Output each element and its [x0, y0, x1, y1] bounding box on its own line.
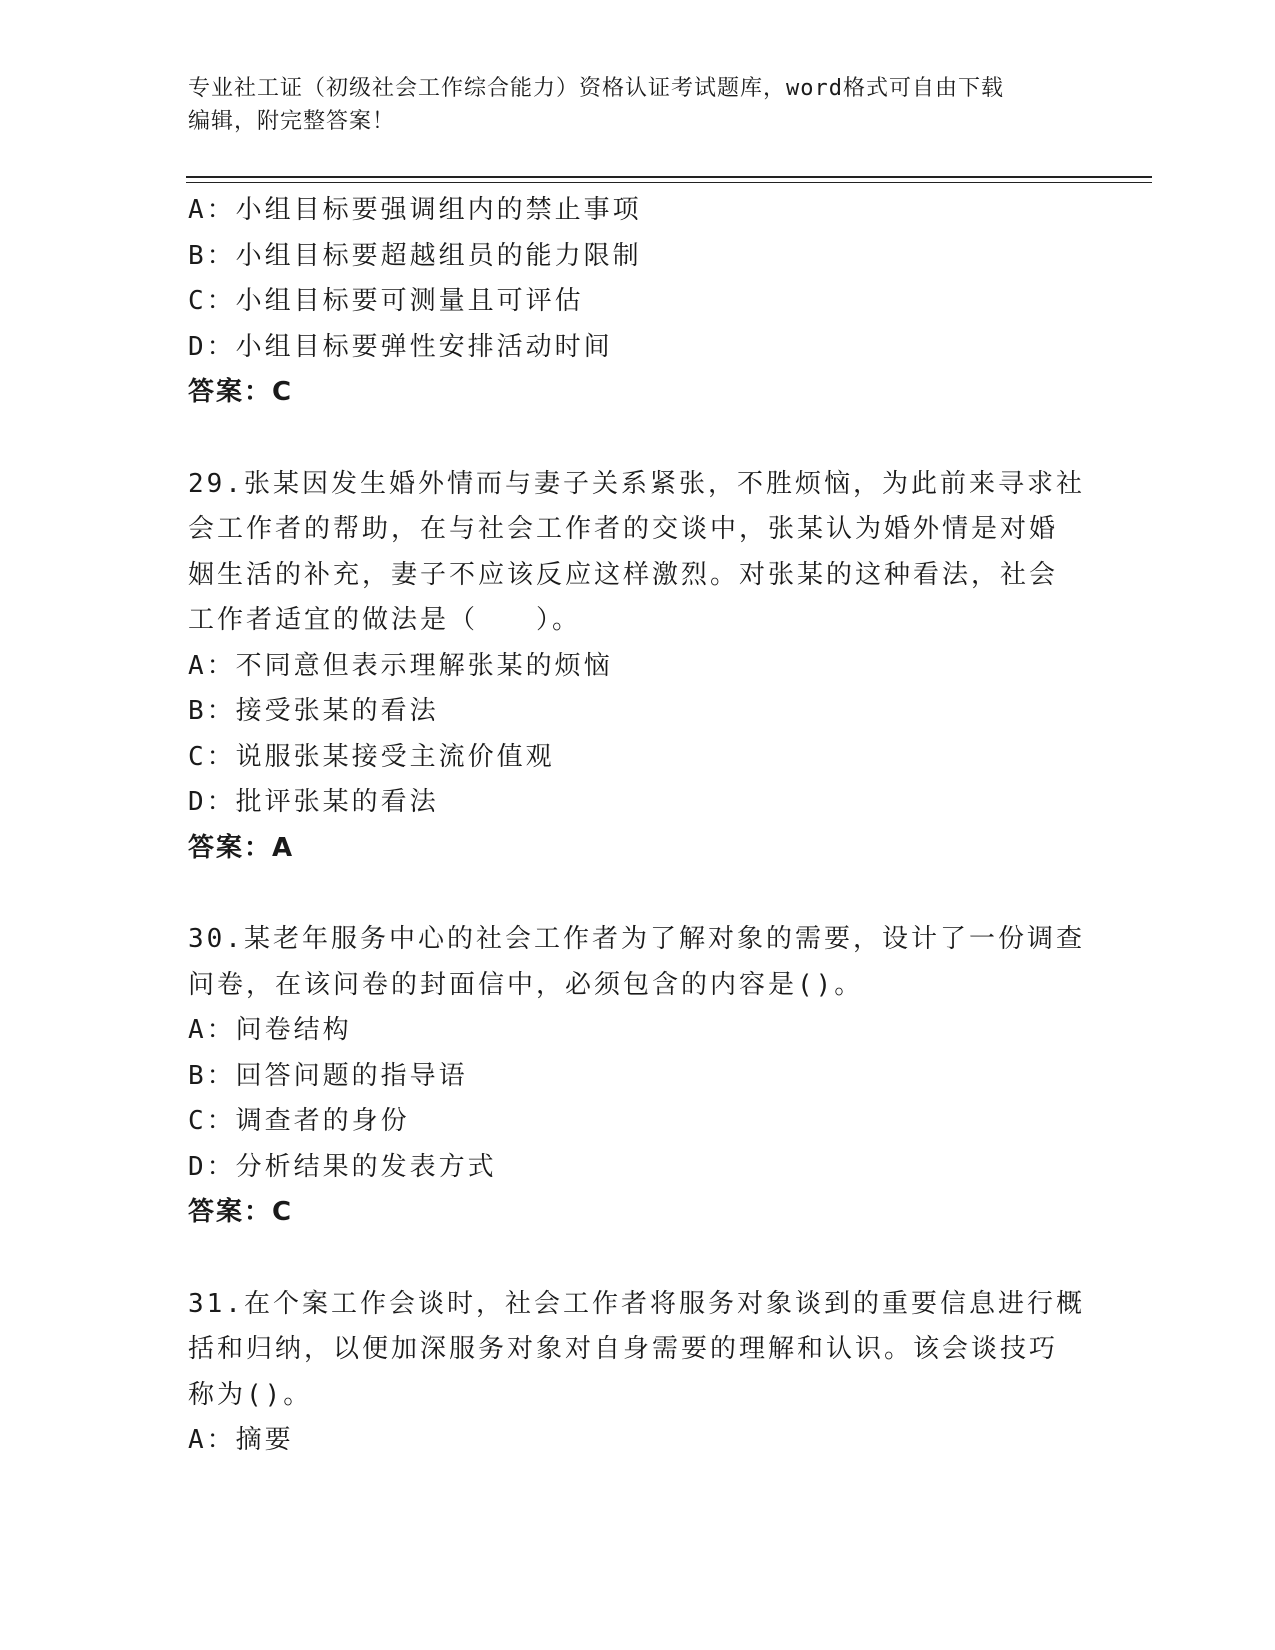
question-stem-line: 姻生活的补充，妻子不应该反应这样激烈。对张某的这种看法，社会: [188, 559, 1059, 590]
question-stem-line: 30.某老年服务中心的社会工作者为了解对象的需要，设计了一份调查: [188, 924, 1085, 954]
answer: 答案：C: [188, 1197, 294, 1227]
option-b: B：回答问题的指导语: [188, 1060, 468, 1091]
question-stem-line: 括和归纳，以便加深服务对象对自身需要的理解和认识。该会谈技巧: [188, 1334, 1059, 1364]
option-d: D：小组目标要弹性安排活动时间: [188, 331, 613, 362]
question-stem-line: 29.张某因发生婚外情而与妻子关系紧张，不胜烦恼，为此前来寻求社: [188, 468, 1085, 499]
answer: 答案：A: [188, 832, 295, 863]
header-rule-thin: [186, 182, 1152, 183]
header-line-1: 专业社工证（初级社会工作综合能力）资格认证考试题库，word格式可自由下载: [188, 76, 1004, 101]
option-a: A：小组目标要强调组内的禁止事项: [188, 195, 642, 225]
question-stem-line: 工作者适宜的做法是（ ）。: [188, 605, 582, 635]
question-stem-line: 问卷，在该问卷的封面信中，必须包含的内容是()。: [188, 969, 864, 1000]
option-c: C：调查者的身份: [188, 1106, 410, 1136]
option-c: C：小组目标要可测量且可评估: [188, 286, 584, 316]
option-a: A：问卷结构: [188, 1015, 352, 1045]
question-31: [188, 1282, 1088, 1464]
document-header: [188, 72, 1088, 138]
option-d: D：批评张某的看法: [188, 787, 439, 817]
option-a: A：摘要: [188, 1425, 294, 1455]
answer: 答案：C: [188, 377, 294, 407]
option-b: B：小组目标要超越组员的能力限制: [188, 240, 642, 271]
header-line-2: 编辑，附完整答案！: [188, 109, 396, 134]
option-b: B：接受张某的看法: [188, 696, 439, 726]
question-30: [188, 917, 1088, 1236]
question-stem-line: 31.在个案工作会谈时，社会工作者将服务对象谈到的重要信息进行概: [188, 1288, 1085, 1319]
header-rule-thick: [186, 176, 1152, 178]
question-29: [188, 462, 1088, 872]
question-28: [188, 188, 1088, 416]
question-stem-line: 会工作者的帮助，在与社会工作者的交谈中，张某认为婚外情是对婚: [188, 514, 1059, 544]
option-c: C：说服张某接受主流价值观: [188, 741, 555, 772]
option-d: D：分析结果的发表方式: [188, 1151, 497, 1182]
question-stem-line: 称为()。: [188, 1379, 313, 1410]
question-content: [188, 188, 1088, 1464]
option-a: A：不同意但表示理解张某的烦恼: [188, 650, 613, 681]
